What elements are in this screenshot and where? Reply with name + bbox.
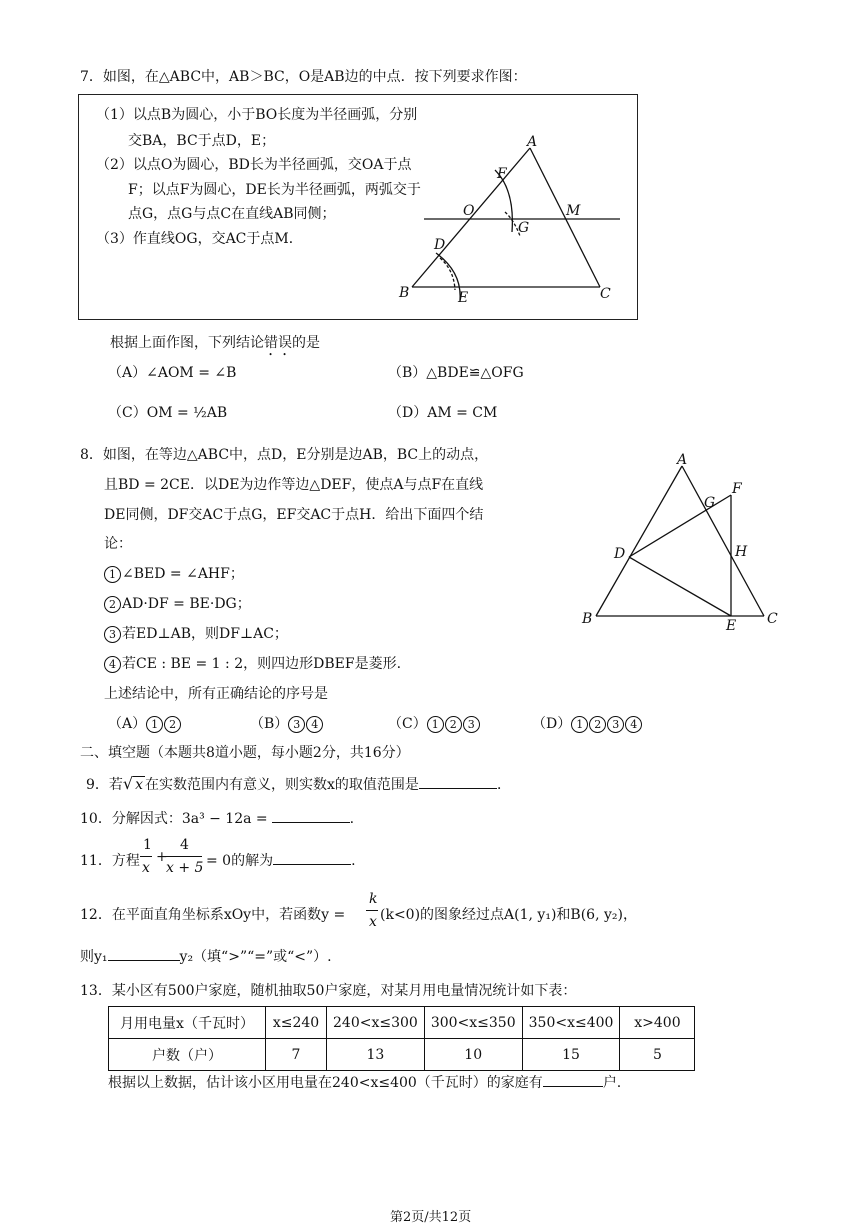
- answer-blank[interactable]: [543, 1072, 603, 1087]
- q7-label-M: M: [566, 203, 581, 219]
- circled-number: 3: [463, 716, 480, 733]
- q11-fraction2-num: 4: [180, 837, 189, 853]
- circled-number: 4: [104, 656, 121, 673]
- table-cell: 15: [522, 1039, 620, 1071]
- page-footer: 第2页/共12页: [390, 1210, 472, 1225]
- q13-after-pre: 根据以上数据，估计该小区用电量在240<x≤400（千瓦时）的家庭有: [108, 1075, 543, 1091]
- q12-fraction-num: k: [369, 891, 378, 907]
- q11-prefix: 11．方程: [80, 853, 140, 869]
- q8-label-C: C: [767, 611, 778, 627]
- option-label: （D）: [532, 716, 572, 732]
- q7-option-b: （B）△BDE≌△OFG: [388, 365, 524, 381]
- q8-conclusion-text: 若ED⊥AB，则DF⊥AC；: [122, 626, 288, 642]
- circled-number: 3: [104, 626, 121, 643]
- q12-line2-a: 则y₁: [80, 949, 108, 965]
- q8-conclusion: [104, 653, 401, 673]
- q8-label-F: F: [732, 481, 742, 497]
- q8-question: 上述结论中，所有正确结论的序号是: [104, 686, 328, 702]
- q8-line: 8．如图，在等边△ABC中，点D，E分别是边AB，BC上的动点，: [80, 447, 489, 463]
- q13-after-end: 户.: [602, 1075, 622, 1091]
- circled-number: 4: [625, 716, 642, 733]
- q7-question-emphasis: 错误: [264, 335, 292, 351]
- q13-after: [108, 1072, 621, 1092]
- table-header-cell: 300<x≤350: [424, 1007, 522, 1039]
- circled-number: 1: [146, 716, 163, 733]
- q7-label-A: A: [527, 134, 538, 150]
- q12-fraction-den: x: [369, 914, 377, 930]
- q10: [80, 808, 354, 828]
- q7-label-C: C: [600, 286, 611, 302]
- circled-number: 4: [306, 716, 323, 733]
- table-header-cell: 240<x≤300: [327, 1007, 425, 1039]
- q7-label-G: G: [518, 220, 530, 236]
- q7-step: （3）作直线OG，交AC于点M．: [96, 231, 303, 247]
- table-header-cell: 月用电量x（千瓦时）: [109, 1007, 266, 1039]
- q7-option-c: （C）OM = ½AB: [108, 405, 228, 421]
- q7-label-F: F: [497, 166, 507, 182]
- circled-number: 3: [288, 716, 305, 733]
- q9-post: 在实数范围内有意义，则实数x的取值范围是: [145, 777, 419, 793]
- q8-line: 论：: [104, 536, 132, 552]
- circled-number: 1: [571, 716, 588, 733]
- sqrt-sign: √: [122, 774, 134, 793]
- q11-fraction2-den: x + 5: [166, 860, 204, 876]
- q8-label-B: B: [582, 611, 593, 627]
- sqrt-radicand: x: [135, 777, 144, 793]
- q10-end: .: [349, 811, 355, 827]
- q7-question-suffix: 的是: [292, 335, 320, 351]
- q12-prefix: 12．在平面直角坐标系xOy中，若函数y =: [80, 907, 346, 923]
- q9-pre: 9．若: [86, 777, 123, 793]
- q7-step: （2）以点O为圆心，BD长为半径画弧，交OA于点: [96, 157, 412, 173]
- q11-end: .: [351, 853, 356, 869]
- circled-number: 2: [104, 596, 121, 613]
- q7-label-E: E: [458, 290, 469, 306]
- q7-label-O: O: [463, 203, 475, 219]
- table-cell: 7: [266, 1039, 327, 1071]
- q8-option-c: [388, 713, 481, 733]
- q7-step: F；以点F为圆心，DE长为半径画弧，两弧交于: [128, 182, 421, 198]
- q7-stem: 7．如图，在△ABC中，AB＞BC，O是AB边的中点．按下列要求作图：: [80, 69, 527, 85]
- q8-label-E: E: [726, 618, 737, 634]
- q7-question-prefix: 根据上面作图，下列结论: [110, 335, 264, 351]
- answer-blank[interactable]: [273, 850, 351, 865]
- table-cell: 13: [327, 1039, 425, 1071]
- option-label: （A）: [108, 716, 147, 732]
- q8-label-A: A: [677, 452, 688, 468]
- circled-number: 1: [427, 716, 444, 733]
- q7-label-D: D: [434, 237, 446, 253]
- circled-number: 2: [589, 716, 606, 733]
- q11-plus: +: [156, 849, 168, 865]
- circled-number: 3: [607, 716, 624, 733]
- q9-end: ．: [496, 777, 511, 793]
- q12-line2: [80, 946, 332, 966]
- q12-line2-b: y₂（填“>”“=”或“<”）.: [179, 949, 332, 965]
- q11-fraction1-num: 1: [143, 837, 152, 853]
- fraction-bar: [366, 910, 378, 911]
- q8-option-a: [108, 713, 182, 733]
- fraction-bar: [140, 856, 152, 857]
- q11-fraction1-den: x: [142, 860, 150, 876]
- circled-number: 2: [445, 716, 462, 733]
- fraction-bar: [166, 856, 202, 857]
- q7-option-a: （A）∠AOM = ∠B: [108, 365, 237, 381]
- table-row: [109, 1039, 695, 1071]
- q8-option-b: [250, 713, 324, 733]
- answer-blank[interactable]: [108, 946, 180, 961]
- q8-label-H: H: [735, 544, 748, 560]
- answer-blank[interactable]: [419, 774, 497, 789]
- q8-line: DE同侧，DF交AC于点G，EF交AC于点H．给出下面四个结: [104, 507, 484, 523]
- option-label: （C）: [388, 716, 427, 732]
- circled-number: 2: [164, 716, 181, 733]
- q13-stem: 13．某小区有500户家庭，随机抽取50户家庭，对某月用电量情况统计如下表：: [80, 983, 577, 999]
- option-label: （B）: [250, 716, 289, 732]
- answer-blank[interactable]: [272, 808, 350, 823]
- q10-pre: 10．分解因式：3a³ − 12a =: [80, 811, 268, 827]
- q8-option-d: [532, 713, 643, 733]
- table-header-cell: x>400: [620, 1007, 695, 1039]
- table-row: [109, 1007, 695, 1039]
- q7-step: 点G，点G与点C在直线AB同侧；: [128, 206, 336, 222]
- q9: [86, 774, 511, 794]
- table-header-cell: 350<x≤400: [522, 1007, 620, 1039]
- q7-step: 交BA，BC于点D，E；: [128, 133, 276, 149]
- table-cell: 5: [620, 1039, 695, 1071]
- table-header-cell: x≤240: [266, 1007, 327, 1039]
- q8-conclusion-text: ∠BED = ∠AHF；: [122, 566, 244, 582]
- q11-post-text: = 0的解为: [206, 853, 274, 869]
- q11-post: [206, 850, 356, 870]
- q13-table: [108, 1006, 695, 1071]
- q7-step: （1）以点B为圆心，小于BO长度为半径画弧，分别: [96, 107, 418, 123]
- q12-post: (k<0)的图象经过点A(1, y₁)和B(6, y₂)，: [380, 907, 637, 923]
- q7-option-d: （D）AM = CM: [388, 405, 498, 421]
- q8-conclusion-text: 若CE : BE = 1 : 2，则四边形DBEF是菱形.: [122, 656, 402, 672]
- q8-label-G: G: [704, 495, 716, 511]
- section-heading: 二、填空题（本题共8道小题，每小题2分，共16分）: [80, 745, 410, 761]
- q8-label-D: D: [614, 546, 626, 562]
- table-row-label: 户数（户）: [109, 1039, 266, 1071]
- circled-number: 1: [104, 566, 121, 583]
- table-cell: 10: [424, 1039, 522, 1071]
- q8-line: 且BD = 2CE．以DE为边作等边△DEF，使点A与点F在直线: [104, 477, 484, 493]
- q7-label-B: B: [399, 285, 410, 301]
- q8-conclusion-text: AD·DF = BE·DG；: [122, 596, 251, 612]
